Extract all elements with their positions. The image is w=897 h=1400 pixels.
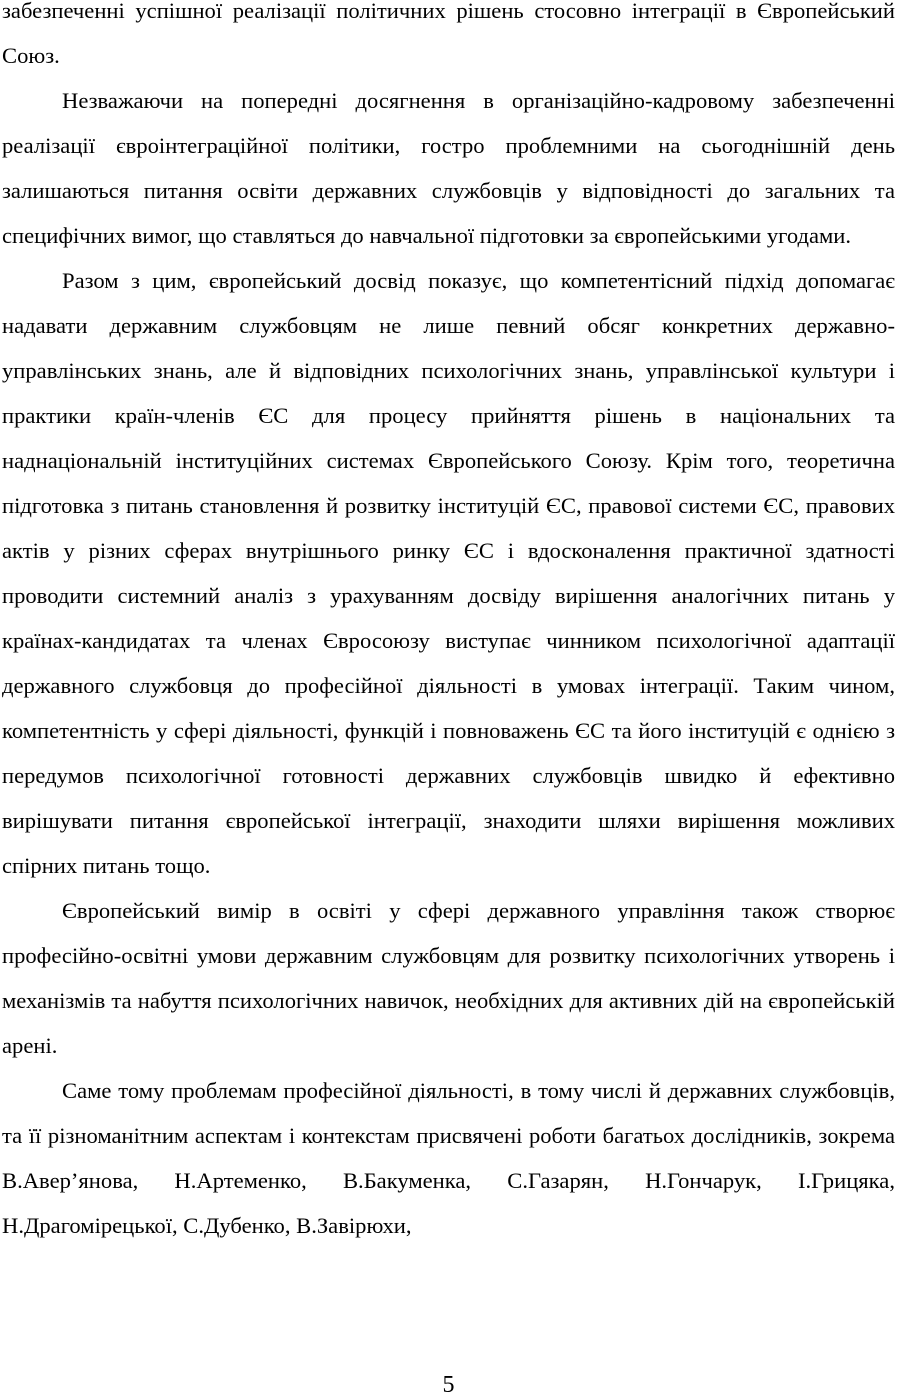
paragraph: Саме тому проблемам професійної діяльності, в тому числі й державних службовців, та її різноманітним аспектам і контекстам присвячені роботи багатьох дослідників, зокрема В.Авер’янова, Н.Артеменко, В.Бакуменка, С.Газарян, Н.Гончарук, І.Грицяка, Н.Драгомірецької, С.Дубенко, В.Завірюхи, — [2, 1078, 895, 1238]
document-body — [2, 0, 895, 1248]
page-number: 5 — [442, 1372, 455, 1398]
paragraph-continuation: забезпеченні успішної реалізації політичних рішень стосовно інтеграції в Європейський Союз. — [2, 0, 895, 68]
paragraph: Незважаючи на попередні досягнення в організаційно-кадровому забезпеченні реалізації євроінтеграційної політики, гостро проблемними на сьогоднішній день залишаються питання освіти державних службовців у відповідності до загальних та специфічних вимог, що ставляться до навчальної підготовки за європейськими угодами. — [2, 88, 895, 248]
paragraph: Разом з цим, європейський досвід показує, що компетентісний підхід допомагає надавати державним службовцям не лише певний обсяг конкретних державно-управлінських знань, але й відповідних психологічних знань, управлінської культури і практики країн-членів ЄС для процесу прийняття рішень в національних та наднаціональній інституційних системах Європейського Союзу. Крім того, теоретична підготовка з питань становлення й розвитку інституцій ЄС, правової системи ЄС, правових актів у різних сферах внутрішнього ринку ЄС і вдосконалення практичної здатності проводити системний аналіз з урахуванням досвіду вирішення аналогічних питань у країнах-кандидатах та членах Євросоюзу виступає чинником психологічної адаптації державного службовця до професійної діяльності в умовах інтеграції. Таким чином, компетентність у сфері діяльності, функцій і повноважень ЄС та його інституцій є однією з передумов психологічної готовності державних службовців швидко й ефективно вирішувати питання європейської інтеграції, знаходити шляхи вирішення можливих спірних питань тощо. — [2, 268, 895, 878]
paragraph: Європейський вимір в освіті у сфері державного управління також створює професійно-освітні умови державним службовцям для розвитку психологічних утворень і механізмів та набуття психологічних навичок, необхідних для активних дій на європейській арені. — [2, 898, 895, 1058]
